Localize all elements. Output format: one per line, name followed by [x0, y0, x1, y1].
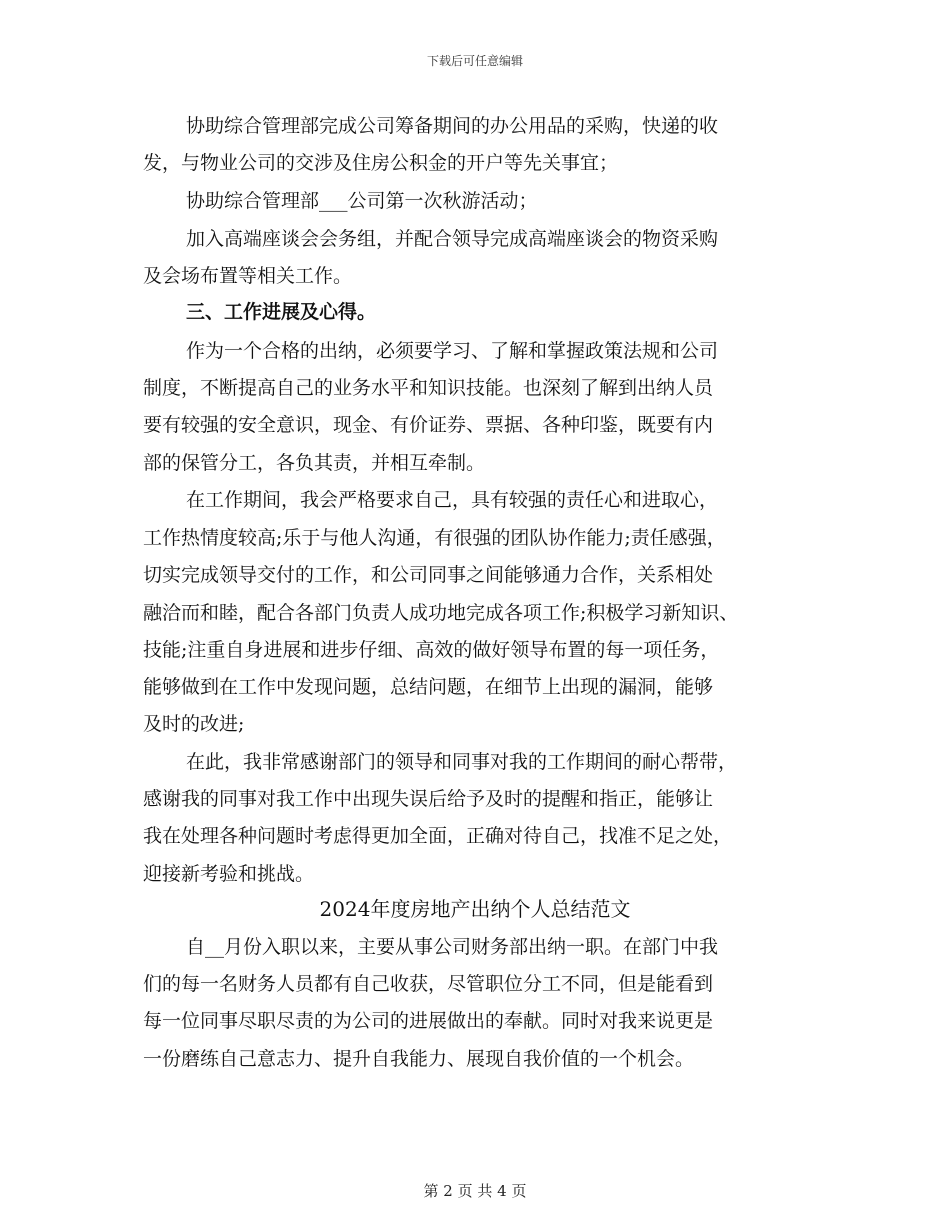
paragraph-line: 能够做到在工作中发现问题，总结问题，在细节上出现的漏洞，能够	[143, 676, 714, 698]
paragraph-line: 自__月份入职以来，主要从事公司财务部出纳一职。在部门中我	[186, 936, 719, 958]
paragraph-line: 协助综合管理部完成公司筹备期间的办公用品的采购，快递的收	[186, 115, 719, 137]
paragraph-line: 及时的改进;	[143, 713, 245, 735]
paragraph-line: 协助综合管理部___公司第一次秋游活动；	[186, 190, 538, 212]
paragraph-line: 作为一个合格的出纳，必须要学习、了解和掌握政策法规和公司	[186, 340, 719, 362]
paragraph-line: 融洽而和睦，配合各部门负责人成功地完成各项工作;积极学习新知识、	[143, 602, 739, 624]
paragraph-line: 制度，不断提高自己的业务水平和知识技能。也深刻了解到出纳人员	[143, 377, 714, 399]
section-heading: 三、工作进展及心得。	[186, 301, 377, 323]
paragraph-line: 切实完成领导交付的工作，和公司同事之间能够通力合作，关系相处	[143, 564, 714, 586]
paragraph-line: 部的保管分工，各负其责，并相互牵制。	[143, 452, 486, 474]
paragraph-line: 要有较强的安全意识，现金、有价证券、票据、各种印鉴，既要有内	[143, 414, 714, 436]
paragraph-line: 感谢我的同事对我工作中出现失误后给予及时的提醒和指正，能够让	[143, 788, 714, 810]
paragraph-line: 每一位同事尽职尽责的为公司的进展做出的奉献。同时对我来说更是	[143, 1010, 714, 1032]
paragraph-line: 在此，我非常感谢部门的领导和同事对我的工作期间的耐心帮带，	[186, 751, 738, 773]
paragraph-line: 工作热情度较高;乐于与他人沟通，有很强的团队协作能力;责任感强，	[143, 527, 726, 549]
paragraph-line: 发，与物业公司的交涉及住房公积金的开户等先关事宜；	[143, 152, 619, 174]
paragraph-line: 技能;注重自身进展和进步仔细、高效的做好领导布置的每一项任务，	[143, 639, 720, 661]
page-number-footer: 第 2 页 共 4 页	[423, 1182, 527, 1200]
paragraph-line: 在工作期间，我会严格要求自己，具有较强的责任心和进取心，	[186, 489, 719, 511]
paragraph-line: 迎接新考验和挑战。	[143, 863, 315, 885]
paragraph-line: 们的每一名财务人员都有自己收获，尽管职位分工不同，但是能看到	[143, 973, 714, 995]
paragraph-line: 我在处理各种问题时考虑得更加全面，正确对待自己，找准不足之处，	[143, 825, 733, 847]
paragraph-line: 及会场布置等相关工作。	[143, 265, 353, 287]
paragraph-line: 加入高端座谈会会务组，并配合领导完成高端座谈会的物资采购	[186, 228, 719, 250]
document-title: 2024年度房地产出纳个人总结范文	[319, 897, 631, 921]
page-header: 下载后可任意编辑	[426, 54, 523, 68]
paragraph-line: 一份磨练自己意志力、提升自我能力、展现自我价值的一个机会。	[143, 1048, 695, 1070]
